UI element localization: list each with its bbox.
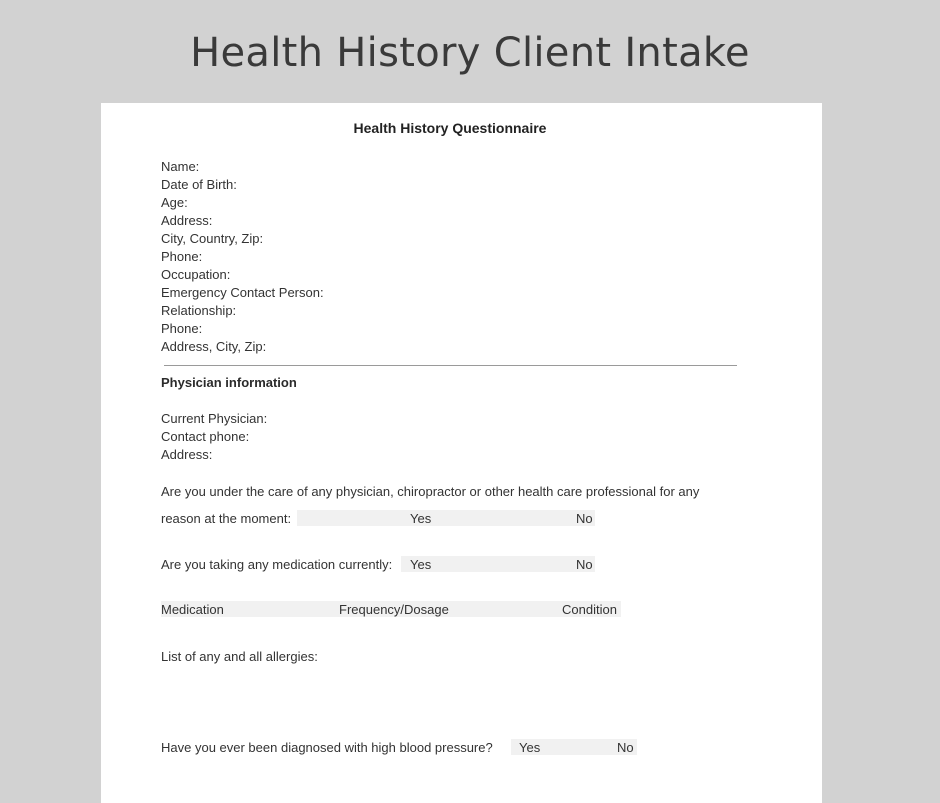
blood-pressure-question: Have you ever been diagnosed with high blood pressure?	[161, 740, 493, 755]
field-phone-label: Phone:	[161, 249, 203, 264]
questionnaire-page	[101, 103, 822, 803]
field-emergency-address-label: Address, City, Zip:	[161, 339, 267, 354]
field-relationship-label: Relationship:	[161, 303, 237, 318]
section-divider	[164, 365, 737, 366]
field-address-label: Address:	[161, 213, 213, 228]
medication-no-option[interactable]: No	[576, 557, 593, 572]
physician-section-heading: Physician information	[161, 375, 297, 390]
care-question-line2: reason at the moment:	[161, 511, 292, 526]
allergies-label: List of any and all allergies:	[161, 649, 318, 664]
document-title: Health History Questionnaire	[353, 120, 547, 136]
medication-yes-option[interactable]: Yes	[410, 557, 432, 572]
care-yes-option[interactable]: Yes	[410, 511, 432, 526]
field-dob-label: Date of Birth:	[161, 177, 237, 192]
blood-pressure-yes-option[interactable]: Yes	[519, 740, 541, 755]
field-name-label: Name:	[161, 159, 200, 174]
frequency-column-header: Frequency/Dosage	[339, 602, 449, 617]
medication-question: Are you taking any medication currently:	[161, 557, 393, 572]
blood-pressure-no-option[interactable]: No	[617, 740, 634, 755]
field-contact-phone-label: Contact phone:	[161, 429, 250, 444]
field-physician-address-label: Address:	[161, 447, 213, 462]
field-occupation-label: Occupation:	[161, 267, 231, 282]
field-age-label: Age:	[161, 195, 188, 210]
field-current-physician-label: Current Physician:	[161, 411, 268, 426]
field-emergency-phone-label: Phone:	[161, 321, 203, 336]
field-city-label: City, Country, Zip:	[161, 231, 264, 246]
medication-column-header: Medication	[161, 602, 224, 617]
field-emergency-contact-label: Emergency Contact Person:	[161, 285, 324, 300]
banner-title: Health History Client Intake	[190, 30, 750, 76]
care-answer-shade	[297, 510, 595, 526]
condition-column-header: Condition	[562, 602, 617, 617]
care-no-option[interactable]: No	[576, 511, 593, 526]
care-question-line1: Are you under the care of any physician, chiropractor or other health care professional for any	[161, 484, 700, 499]
